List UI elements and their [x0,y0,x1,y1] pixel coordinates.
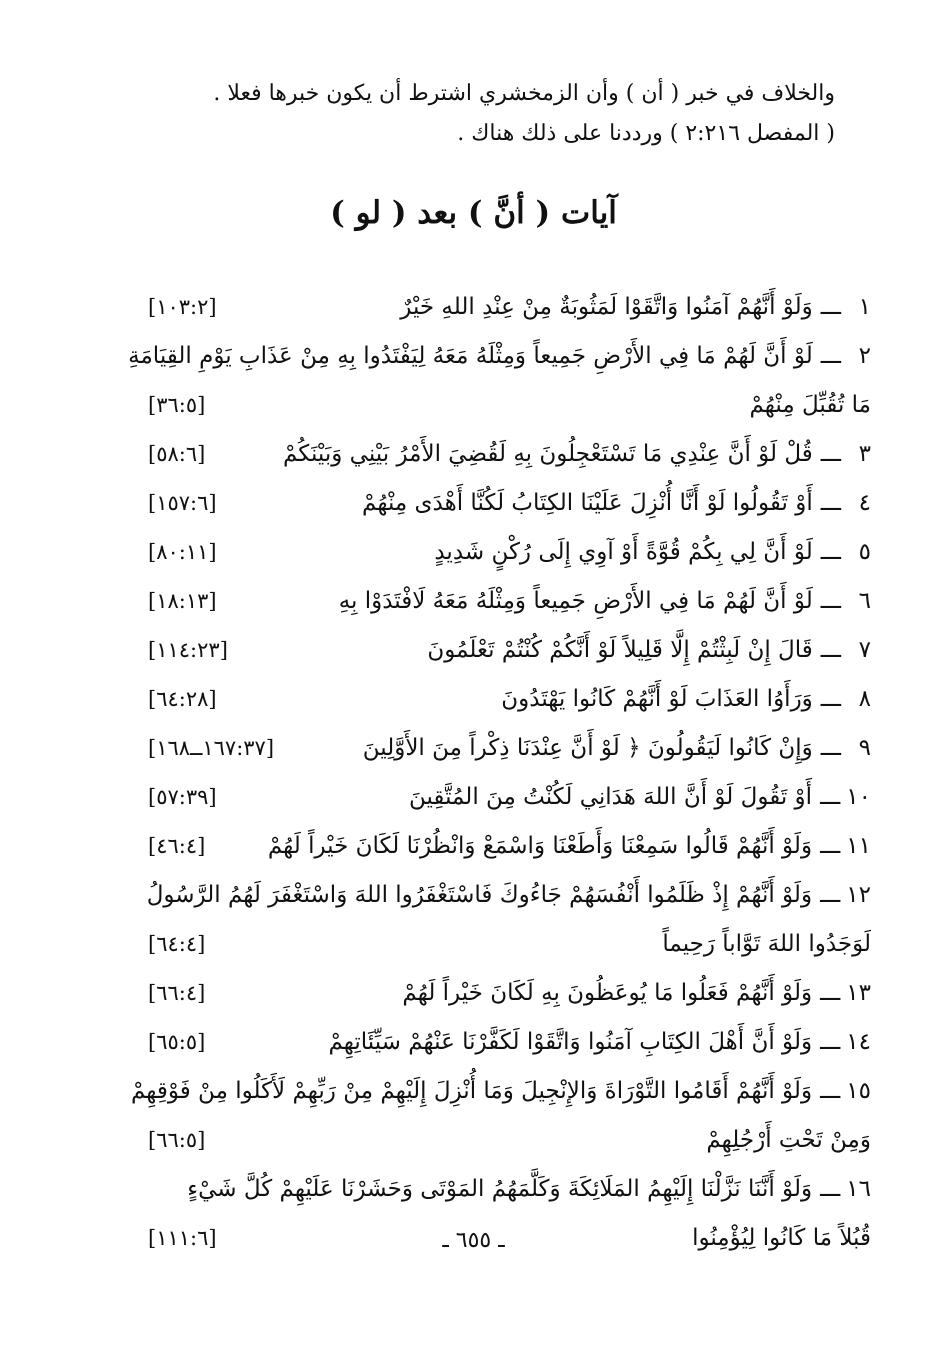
verse-continuation: وَمِنْ تَحْتِ أَرْجُلِهِمْ [706,1127,871,1153]
verse-reference: [١٨:١٣] [148,589,217,613]
verse-reference: [٦٤:٤] [148,932,206,956]
verse-dash: ـــ [820,1078,841,1104]
verse-dash: ـــ [820,343,841,369]
verse-text: وَإِنْ كَانُوا لَيَقُولُونَ ﴿ لَوْ أَنَّ عِنْدَنَا ذِكْراً مِنَ الأَوَّلِينَ [362,735,813,761]
verse-reference: [١٠٣:٢] [148,295,217,319]
verse-continuation: لَوَجَدُوا اللهَ تَوَّاباً رَحِيماً [662,931,871,957]
verse-text: قُلْ لَوْ أَنَّ عِنْدِي مَا تَسْتَعْجِلُونَ بِهِ لَقُضِيَ الأَمْرُ بَيْنِي وَبَيْنَكُمْ [282,441,813,467]
verse-dash: ـــ [820,882,841,908]
verse-dash: ـــ [820,735,841,761]
verse-item [141,775,871,819]
verse-dash: ـــ [820,686,841,712]
verse-text: وَلَوْ أَنَّهُمْ إِذْ ظَلَمُوا أَنْفُسَهُمْ جَاءُوكَ فَاسْتَغْفَرُوا اللهَ وَاسْتَغْفَرَ لَهُمُ الرَّسُولُ [146,882,813,908]
verse-continuation: قُبُلاً مَا كَانُوا لِيُؤْمِنُوا [692,1225,871,1251]
section-title: آيات ( أنَّ ) بعد ( لو ) [330,195,617,231]
verse-text: وَلَوْ أَنَّهُمْ أَقَامُوا التَّوْرَاةَ وَالإِنْجِيلَ وَمَا أُنْزِلَ إِلَيْهِمْ مِنْ رَبِّهِمْ لَأَكَلُوا مِنْ فَوْقِهِمْ [130,1078,813,1104]
verse-dash: ـــ [820,980,841,1006]
verse-number: ٣ [858,441,871,467]
verse-item [141,530,871,574]
verse-item [141,579,871,623]
verse-dash: ـــ [820,637,841,663]
verse-reference: [١٥٧:٦] [148,491,217,515]
verse-continuation: مَا تُقُبِّلَ مِنْهُمْ [749,392,871,418]
verse-number: ١٠ [846,784,871,810]
verse-reference: [٨٠:١١] [148,540,217,564]
verse-item [141,481,871,525]
verse-reference: [٦٤:٢٨] [148,687,217,711]
verse-dash: ـــ [820,539,841,565]
verse-dash: ـــ [820,1176,841,1202]
verse-text: أَوْ تَقُولُوا لَوْ أَنَّا أُنْزِلَ عَلَيْنَا الكِتَابُ لَكُنَّا أَهْدَى مِنْهُمْ [362,490,813,516]
verse-reference: [٦٦:٥] [148,1128,206,1152]
verse-text: أَوْ تَقُولَ لَوْ أَنَّ اللهَ هَدَانِي لَكُنْتُ مِنَ المُتَّقِينَ [408,784,813,810]
verse-number: ١ [858,294,871,320]
verse-number: ١٣ [846,980,871,1006]
verse-reference: [٤٦:٤] [148,834,206,858]
verse-reference: [١٦٧:٣٧ــ١٦٨] [148,736,275,760]
verse-number: ٤ [858,490,871,516]
verse-text: وَلَوْ أَنَّنَا نَزَّلْنَا إِلَيْهِمُ المَلَائِكَةَ وَكَلَّمَهُمُ المَوْتَى وَحَشَرْنَا عَلَيْهِمْ كُلَّ شَيْءٍ [187,1176,813,1202]
verse-reference: [١١٤:٢٣] [148,638,228,662]
verse-number: ١٢ [846,882,871,908]
verse-text: وَرَأَوُا العَذَابَ لَوْ أَنَّهُمْ كَانُوا يَهْتَدُونَ [501,686,813,712]
verse-number: ٧ [858,637,871,663]
verse-text: وَلَوْ أَنَّهُمْ آمَنُوا وَاتَّقَوْا لَمَثُوبَةٌ مِنْ عِنْدِ اللهِ خَيْرٌ [400,294,813,320]
verse-number: ١٥ [846,1078,871,1104]
verse-number: ١٦ [846,1176,871,1202]
verse-dash: ـــ [820,784,841,810]
verse-item [141,1167,871,1211]
verse-text: قَالَ إِنْ لَبِثْتُمْ إِلَّا قَلِيلاً لَوْ أَنَّكُمْ كُنْتُمْ تَعْلَمُونَ [427,637,813,663]
verse-item [141,971,871,1015]
verse-item [141,873,871,917]
verse-text: لَوْ أَنَّ لَهُمْ مَا فِي الأَرْضِ جَمِيعاً وَمِثْلَهُ مَعَهُ لَافْتَدَوْا بِهِ [338,588,813,614]
verse-dash: ـــ [820,441,841,467]
verse-dash: ـــ [820,588,841,614]
verse-reference: [٣٦:٥] [148,393,206,417]
verse-number: ١٤ [846,1029,871,1055]
verse-item [141,628,871,672]
verse-dash: ـــ [820,833,841,859]
verse-dash: ـــ [820,1029,841,1055]
verse-text: لَوْ أَنَّ لِي بِكُمْ قُوَّةً أَوْ آوِي إِلَى رُكْنٍ شَدِيدٍ [434,539,813,565]
verse-text: وَلَوْ أَنَّهُمْ فَعَلُوا مَا يُوعَظُونَ بِهِ لَكَانَ خَيْراً لَهُمْ [402,980,813,1006]
verse-reference: [٥٨:٦] [148,442,206,466]
verse-item [130,1069,871,1113]
verse-item [141,1020,871,1064]
verse-dash: ـــ [820,490,841,516]
verse-reference: [١١١:٦] [148,1226,217,1250]
verse-item [141,824,871,868]
verse-reference: [٥٧:٣٩] [148,785,217,809]
intro-line-1: والخلاف في خبر ( أن ) وأن الزمخشري اشترط أن يكون خبرها فعلا . [213,81,835,106]
verse-reference: [٦٦:٤] [148,981,206,1005]
page-number: ـ ٦٥٥ ـ [442,1228,505,1253]
verse-item [141,432,871,476]
verse-number: ٨ [858,686,871,712]
verse-reference: [٦٥:٥] [148,1030,206,1054]
verse-number: ٢ [858,343,871,369]
intro-line-2: ( المفصل ٢:٢١٦ ) ورددنا على ذلك هناك . [457,121,835,146]
verse-number: ٩ [858,735,871,761]
verse-number: ٥ [858,539,871,565]
verse-number: ١١ [846,833,871,859]
verse-item [141,285,871,329]
verse-item [141,677,871,721]
verse-dash: ـــ [820,294,841,320]
verse-text: وَلَوْ أَنَّهُمْ قَالُوا سَمِعْنَا وَأَطَعْنَا وَاسْمَعْ وَانْظُرْنَا لَكَانَ خَيْراً لَهُمْ [267,833,813,859]
verse-item [128,334,871,378]
verse-text: لَوْ أَنَّ لَهُمْ مَا فِي الأَرْضِ جَمِيعاً وَمِثْلَهُ مَعَهُ لِيَفْتَدُوا بِهِ مِنْ عَذَابِ يَوْمِ القِيَامَةِ [128,343,813,369]
verse-text: وَلَوْ أَنَّ أَهْلَ الكِتَابِ آمَنُوا وَاتَّقَوْا لَكَفَّرْنَا عَنْهُمْ سَيِّئَاتِهِمْ [328,1029,813,1055]
verse-number: ٦ [858,588,871,614]
